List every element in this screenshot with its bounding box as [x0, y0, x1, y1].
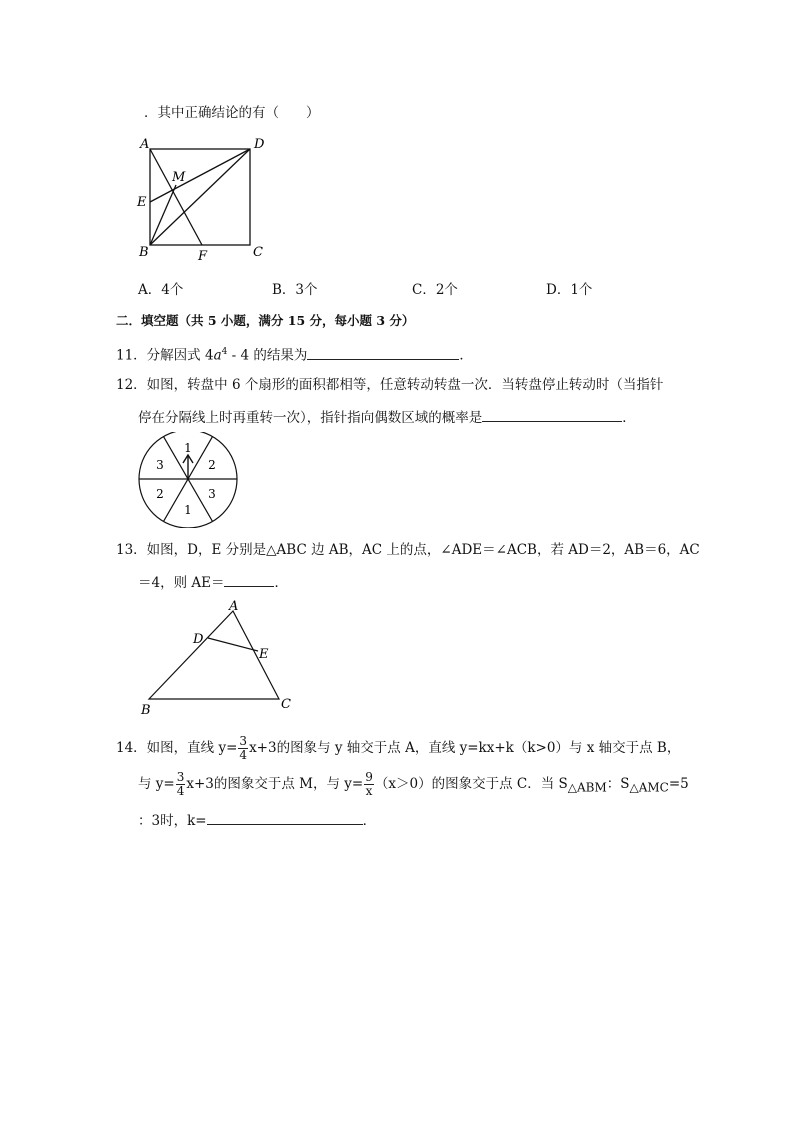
label-a: A — [140, 137, 150, 152]
option-c: C．2个 — [412, 282, 458, 298]
label-c: C — [253, 245, 263, 260]
sector-label: 2 — [156, 487, 164, 501]
label-b: B — [141, 703, 151, 718]
label-c: C — [281, 697, 291, 712]
sector-label: 1 — [184, 441, 192, 455]
question-14-line2: 与 y= $\frac{3}{4}$ x+3的图象交于点 M，与 y= $\frac{9}{x}$ （x＞0）的图象交于点 C．当 $S_{\triangle ABM}$：$S_{\triangle AMC}=5$ — [138, 770, 689, 798]
answer-blank-13[interactable] — [224, 572, 274, 587]
question-14-line3: ：3时，k= ． — [138, 810, 376, 830]
question-13-line1: 13．如图，D，E 分别是△ABC 边 AB，AC 上的点，∠ADE＝∠ACB，若 AD＝2，AB＝6，AC — [116, 542, 700, 558]
fraction-3-4: $\frac{3}{4}$ — [239, 734, 248, 762]
triangle-figure — [136, 598, 296, 720]
question-11: 11．分解因式 $4a^4 - 4$ 的结果为 ． — [116, 343, 473, 365]
sector-label: 2 — [208, 458, 216, 472]
fraction-9-x: $\frac{9}{x}$ — [365, 770, 373, 798]
answer-blank-14[interactable] — [207, 810, 363, 825]
diagonal-bd — [150, 149, 250, 245]
option-d: D．1个 — [546, 282, 593, 298]
label-b: B — [139, 245, 149, 260]
spinner-figure — [134, 432, 242, 528]
question-13-line2: ＝4，则 AE＝ ． — [138, 572, 288, 592]
sector-label: 3 — [208, 487, 216, 501]
label-a: A — [229, 599, 239, 614]
answer-blank-11[interactable] — [307, 345, 459, 360]
label-d: D — [254, 137, 265, 152]
label-d: D — [193, 632, 204, 647]
label-e: E — [259, 647, 269, 662]
question-12-line1: 12．如图，转盘中 6 个扇形的面积都相等，任意转动转盘一次．当转盘停止转动时（当指针 — [116, 377, 664, 393]
label-m: M — [172, 170, 186, 185]
fraction-3-4: $\frac{3}{4}$ — [176, 770, 185, 798]
option-b: B．3个 — [272, 282, 318, 298]
label-e: E — [137, 195, 147, 210]
q10-tail: ．其中正确结论的有（ ） — [144, 105, 320, 121]
section-title: 二．填空题（共 5 小题，满分 15 分，每小题 3 分） — [116, 313, 415, 328]
square-figure — [132, 134, 272, 264]
option-a: A．4个 — [138, 282, 184, 298]
segment-af — [150, 149, 202, 245]
sector-label: 1 — [184, 503, 192, 517]
sector-label: 3 — [156, 458, 164, 472]
question-12-line2: 停在分隔线上时再重转一次），指针指向偶数区域的概率是 ． — [138, 407, 636, 427]
segment-bm — [150, 185, 176, 245]
answer-blank-12[interactable] — [482, 407, 622, 422]
question-14-line1: 14．如图，直线 y= $\frac{3}{4}$ x+3的图象与 y 轴交于点 A，直线 y=kx+k（k>0）与 x 轴交于点 B， — [116, 734, 681, 762]
label-f: F — [198, 249, 208, 264]
